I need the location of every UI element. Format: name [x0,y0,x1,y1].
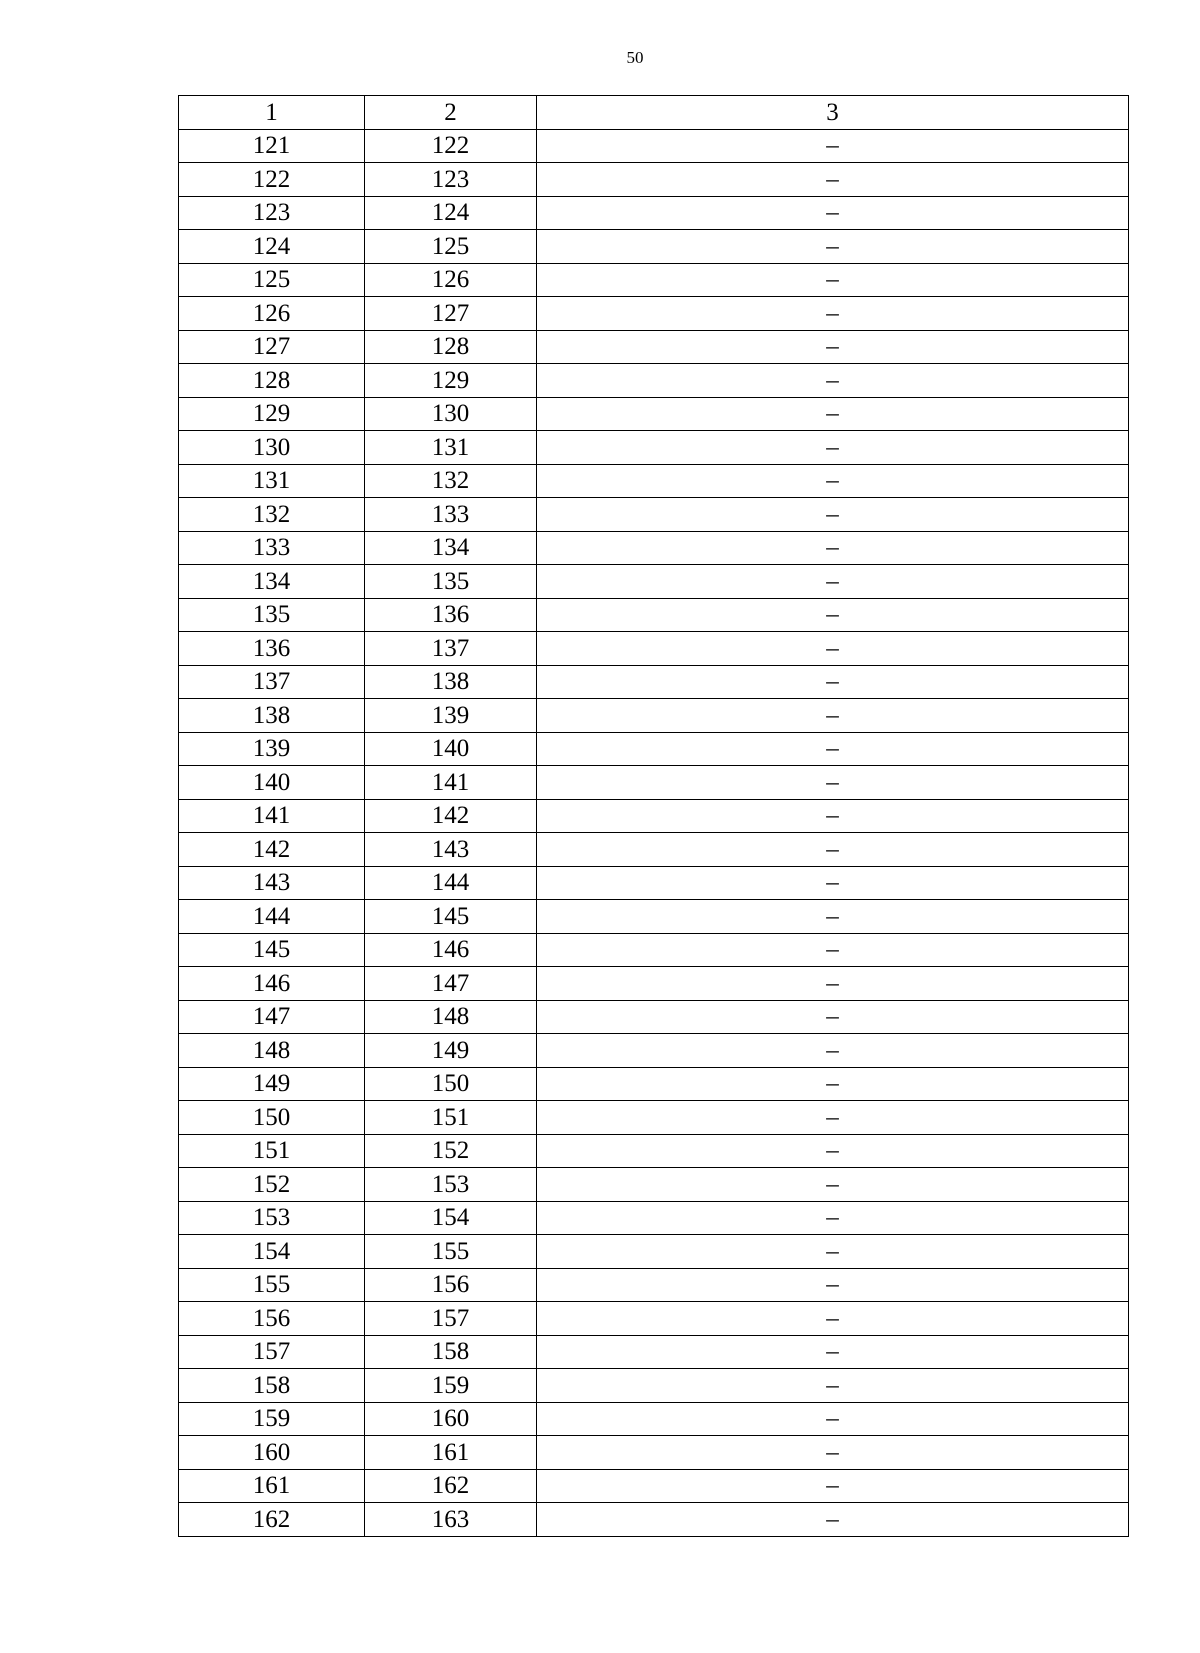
table-cell-col-2: 125 [365,230,537,264]
table-cell-col-1: 153 [179,1201,365,1235]
table-cell-col-3: – [537,397,1129,431]
table-cell-col-1: 145 [179,933,365,967]
header-cell-1: 1 [179,96,365,130]
table-cell-col-2: 150 [365,1067,537,1101]
table-row [179,196,1129,230]
table-cell-col-2: 132 [365,464,537,498]
table-row [179,1402,1129,1436]
table-cell-col-1: 157 [179,1335,365,1369]
table-row [179,565,1129,599]
table-cell-col-2: 123 [365,163,537,197]
table-cell-col-1: 136 [179,632,365,666]
table-cell-col-2: 159 [365,1369,537,1403]
table-cell-col-2: 145 [365,900,537,934]
table-row [179,1201,1129,1235]
table-row [179,799,1129,833]
table-row [179,1134,1129,1168]
header-cell-3: 3 [537,96,1129,130]
table-cell-col-1: 149 [179,1067,365,1101]
table-cell-col-2: 138 [365,665,537,699]
table-cell-col-1: 146 [179,967,365,1001]
table-cell-col-3: – [537,364,1129,398]
table-cell-col-3: – [537,431,1129,465]
table-cell-col-2: 147 [365,967,537,1001]
table-cell-col-3: – [537,900,1129,934]
table-cell-col-3: – [537,1201,1129,1235]
table-cell-col-3: – [537,1067,1129,1101]
table-row [179,833,1129,867]
table-row [179,1101,1129,1135]
table-cell-col-1: 156 [179,1302,365,1336]
table-cell-col-1: 155 [179,1268,365,1302]
table-body [179,96,1129,1537]
table-cell-col-1: 150 [179,1101,365,1135]
table-cell-col-3: – [537,565,1129,599]
table-cell-col-2: 158 [365,1335,537,1369]
table-row [179,1302,1129,1336]
table-cell-col-3: – [537,297,1129,331]
table-cell-col-3: – [537,263,1129,297]
table-row [179,632,1129,666]
table-cell-col-1: 144 [179,900,365,934]
table-cell-col-1: 140 [179,766,365,800]
table-cell-col-3: – [537,498,1129,532]
table-row [179,1168,1129,1202]
table-cell-col-1: 160 [179,1436,365,1470]
table-cell-col-1: 132 [179,498,365,532]
table-cell-col-2: 129 [365,364,537,398]
table-cell-col-1: 147 [179,1000,365,1034]
table-row [179,397,1129,431]
table-row [179,1034,1129,1068]
table-cell-col-3: – [537,1469,1129,1503]
table-cell-col-1: 134 [179,565,365,599]
table-cell-col-3: – [537,598,1129,632]
table-cell-col-2: 155 [365,1235,537,1269]
table-cell-col-3: – [537,1436,1129,1470]
table-cell-col-3: – [537,967,1129,1001]
table-cell-col-2: 127 [365,297,537,331]
table-row [179,1436,1129,1470]
table-cell-col-3: – [537,1168,1129,1202]
table-header-row [179,96,1129,130]
header-cell-2: 2 [365,96,537,130]
table-cell-col-1: 161 [179,1469,365,1503]
table-cell-col-1: 128 [179,364,365,398]
table-cell-col-3: – [537,464,1129,498]
table-cell-col-3: – [537,699,1129,733]
table-row [179,431,1129,465]
table-row [179,1335,1129,1369]
table-cell-col-3: – [537,1268,1129,1302]
table-cell-col-2: 162 [365,1469,537,1503]
table-cell-col-1: 135 [179,598,365,632]
table-cell-col-2: 134 [365,531,537,565]
table-cell-col-1: 131 [179,464,365,498]
table-cell-col-2: 142 [365,799,537,833]
table-cell-col-3: – [537,330,1129,364]
table-cell-col-1: 148 [179,1034,365,1068]
table-cell-col-3: – [537,1402,1129,1436]
table-row [179,464,1129,498]
table-cell-col-2: 135 [365,565,537,599]
table-cell-col-2: 139 [365,699,537,733]
table-cell-col-2: 136 [365,598,537,632]
table-cell-col-3: – [537,230,1129,264]
table-cell-col-3: – [537,1503,1129,1537]
table-cell-col-3: – [537,866,1129,900]
table-cell-col-2: 133 [365,498,537,532]
table-row [179,297,1129,331]
table-cell-col-2: 154 [365,1201,537,1235]
table-cell-col-1: 129 [179,397,365,431]
table-cell-col-1: 122 [179,163,365,197]
table-row [179,1503,1129,1537]
table-row [179,900,1129,934]
table-cell-col-1: 124 [179,230,365,264]
table-cell-col-3: – [537,1235,1129,1269]
table-cell-col-3: – [537,1369,1129,1403]
table-cell-col-3: – [537,1302,1129,1336]
table-row [179,1235,1129,1269]
table-row [179,967,1129,1001]
table-row [179,163,1129,197]
table-cell-col-3: – [537,129,1129,163]
table-cell-col-3: – [537,632,1129,666]
page-number: 50 [626,48,644,67]
table-row [179,364,1129,398]
table-row [179,665,1129,699]
table-cell-col-1: 159 [179,1402,365,1436]
table-row [179,498,1129,532]
table-cell-col-1: 133 [179,531,365,565]
table-row [179,1000,1129,1034]
table-cell-col-1: 130 [179,431,365,465]
table-cell-col-3: – [537,1034,1129,1068]
table-row [179,933,1129,967]
table-cell-col-2: 163 [365,1503,537,1537]
table-cell-col-2: 153 [365,1168,537,1202]
table-cell-col-2: 126 [365,263,537,297]
table-cell-col-2: 161 [365,1436,537,1470]
table-cell-col-3: – [537,196,1129,230]
table-cell-col-2: 122 [365,129,537,163]
table-cell-col-3: – [537,1000,1129,1034]
table-cell-col-1: 126 [179,297,365,331]
table-row [179,1067,1129,1101]
table-row [179,766,1129,800]
table-cell-col-2: 157 [365,1302,537,1336]
table-cell-col-2: 141 [365,766,537,800]
table-cell-col-3: – [537,1134,1129,1168]
table-row [179,732,1129,766]
table-row [179,263,1129,297]
table-row [179,598,1129,632]
table-cell-col-3: – [537,732,1129,766]
table-cell-col-1: 142 [179,833,365,867]
table-row [179,230,1129,264]
table-cell-col-1: 162 [179,1503,365,1537]
table-cell-col-3: – [537,766,1129,800]
table-cell-col-1: 158 [179,1369,365,1403]
table-cell-col-1: 137 [179,665,365,699]
table-cell-col-3: – [537,163,1129,197]
table-cell-col-1: 127 [179,330,365,364]
table-cell-col-2: 160 [365,1402,537,1436]
table-cell-col-3: – [537,833,1129,867]
table-cell-col-1: 154 [179,1235,365,1269]
table-row [179,1369,1129,1403]
table-cell-col-1: 121 [179,129,365,163]
table-row [179,866,1129,900]
table-cell-col-3: – [537,1101,1129,1135]
table-cell-col-1: 151 [179,1134,365,1168]
table-cell-col-2: 144 [365,866,537,900]
table-cell-col-3: – [537,933,1129,967]
table-cell-col-1: 141 [179,799,365,833]
table-cell-col-2: 146 [365,933,537,967]
table-cell-col-2: 156 [365,1268,537,1302]
table-cell-col-2: 131 [365,431,537,465]
table-cell-col-1: 123 [179,196,365,230]
table-cell-col-2: 151 [365,1101,537,1135]
table-cell-col-3: – [537,799,1129,833]
table-row [179,699,1129,733]
table-cell-col-2: 124 [365,196,537,230]
table-cell-col-1: 152 [179,1168,365,1202]
table-row [179,129,1129,163]
table-cell-col-2: 143 [365,833,537,867]
table-cell-col-1: 143 [179,866,365,900]
table-row [179,531,1129,565]
table-cell-col-2: 140 [365,732,537,766]
data-table [178,95,1129,1537]
table-cell-col-1: 138 [179,699,365,733]
table-cell-col-2: 149 [365,1034,537,1068]
table-cell-col-1: 139 [179,732,365,766]
table-cell-col-3: – [537,1335,1129,1369]
table-cell-col-3: – [537,531,1129,565]
table-cell-col-2: 148 [365,1000,537,1034]
table-cell-col-1: 125 [179,263,365,297]
table-row [179,1268,1129,1302]
table-cell-col-2: 137 [365,632,537,666]
table-cell-col-2: 130 [365,397,537,431]
table-row [179,330,1129,364]
table-cell-col-2: 152 [365,1134,537,1168]
table-row [179,1469,1129,1503]
table-cell-col-3: – [537,665,1129,699]
table-cell-col-2: 128 [365,330,537,364]
